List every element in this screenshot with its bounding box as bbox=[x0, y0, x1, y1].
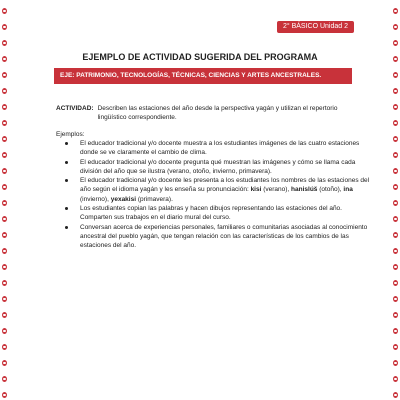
red-diamond-dot-icon bbox=[2, 392, 7, 398]
red-diamond-dot-icon bbox=[2, 40, 7, 46]
list-item-text: Conversan acerca de experiencias personales, familiares o comunitarias asociadas al conocimiento ancestral del pueblo yagán, que tengan relación con las características de los cambios de las estaciones del año. bbox=[80, 223, 368, 250]
activity-text: Describen las estaciones del año desde la perspectiva yagán y utilizan el repertorio lingüístico correspondiente. bbox=[97, 105, 338, 121]
yagan-word-summer: kisi bbox=[250, 186, 262, 194]
yagan-word-spring: yexakisi bbox=[110, 195, 137, 203]
red-diamond-dot-icon bbox=[393, 216, 398, 222]
red-diamond-dot-icon bbox=[2, 360, 7, 366]
list-item-text: (primavera). bbox=[136, 195, 173, 203]
red-diamond-dot-icon bbox=[393, 312, 398, 318]
red-diamond-dot-icon bbox=[393, 248, 398, 254]
red-diamond-dot-icon bbox=[2, 136, 7, 142]
red-diamond-dot-icon bbox=[393, 280, 398, 286]
list-item bbox=[80, 223, 370, 251]
red-diamond-dot-icon bbox=[393, 296, 398, 302]
list-item-text: El educador tradicional y/o docente pregunta qué muestran las imágenes y cómo se llama cada división del año que se ilustra (verano, otoño, invierno, primavera). bbox=[80, 158, 356, 175]
page-title: EJEMPLO DE ACTIVIDAD SUGERIDA DEL PROGRAMA bbox=[82, 52, 318, 62]
yagan-word-winter: ina bbox=[343, 186, 353, 194]
red-diamond-dot-icon bbox=[393, 232, 398, 238]
red-diamond-dot-icon bbox=[393, 200, 398, 206]
red-diamond-dot-icon bbox=[2, 152, 7, 158]
list-item-text: El educador tradicional y/o docente les presenta a los estudiantes los nombres de las estaciones del año según el idioma yagán y les enseña su pronunciación: bbox=[80, 177, 370, 194]
red-diamond-dot-icon bbox=[393, 168, 398, 174]
red-diamond-dot-icon bbox=[393, 24, 398, 30]
red-diamond-dot-icon bbox=[2, 280, 7, 286]
red-diamond-dot-icon bbox=[2, 328, 7, 334]
red-diamond-dot-icon bbox=[393, 120, 398, 126]
list-item-text: El educador tradicional y/o docente muestra a los estudiantes imágenes de las cuatro estaciones donde se ve claramente el cambio de clima. bbox=[80, 140, 360, 157]
list-item bbox=[80, 176, 370, 204]
red-diamond-dot-icon bbox=[2, 264, 7, 270]
red-diamond-dot-icon bbox=[393, 8, 398, 14]
red-diamond-dot-icon bbox=[2, 72, 7, 78]
red-diamond-dot-icon bbox=[2, 24, 7, 30]
activity-block bbox=[56, 104, 346, 122]
red-diamond-dot-icon bbox=[2, 104, 7, 110]
red-diamond-dot-icon bbox=[393, 152, 398, 158]
red-diamond-dot-icon bbox=[393, 376, 398, 382]
red-diamond-dot-icon bbox=[2, 120, 7, 126]
red-diamond-dot-icon bbox=[393, 344, 398, 350]
red-diamond-dot-icon bbox=[2, 312, 7, 318]
red-diamond-dot-icon bbox=[2, 88, 7, 94]
list-item-text: Los estudiantes copian las palabras y hacen dibujos representando las estaciones del año. Comparten sus trabajos en el diario mural del curso. bbox=[80, 205, 342, 222]
red-diamond-dot-icon bbox=[393, 184, 398, 190]
red-diamond-dot-icon bbox=[393, 328, 398, 334]
red-diamond-dot-icon bbox=[393, 40, 398, 46]
list-item-text: (verano), bbox=[261, 186, 292, 194]
red-diamond-dot-icon bbox=[2, 376, 7, 382]
red-diamond-dot-icon bbox=[393, 264, 398, 270]
unit-badge: 2° BÁSICO Unidad 2 bbox=[277, 21, 354, 33]
red-diamond-dot-icon bbox=[393, 136, 398, 142]
list-item-text: (invierno), bbox=[80, 195, 111, 203]
examples-title: Ejemplos: bbox=[56, 131, 85, 138]
examples-list bbox=[56, 139, 370, 251]
activity-label: ACTIVIDAD: bbox=[56, 105, 94, 112]
red-diamond-dot-icon bbox=[2, 8, 7, 14]
red-diamond-dot-icon bbox=[2, 344, 7, 350]
red-diamond-dot-icon bbox=[393, 392, 398, 398]
red-diamond-dot-icon bbox=[393, 360, 398, 366]
red-diamond-dot-icon bbox=[393, 104, 398, 110]
red-diamond-dot-icon bbox=[2, 168, 7, 174]
red-diamond-dot-icon bbox=[2, 216, 7, 222]
red-diamond-dot-icon bbox=[2, 248, 7, 254]
red-diamond-dot-icon bbox=[393, 72, 398, 78]
red-diamond-dot-icon bbox=[2, 184, 7, 190]
red-diamond-dot-icon bbox=[2, 200, 7, 206]
list-item bbox=[80, 139, 370, 158]
yagan-word-autumn: hanislúš bbox=[291, 186, 318, 194]
axis-banner: EJE: PATRIMONIO, TECNOLOGÍAS, TÉCNICAS, CIENCIAS Y ARTES ANCESTRALES. bbox=[54, 68, 352, 84]
red-diamond-dot-icon bbox=[2, 232, 7, 238]
red-diamond-dot-icon bbox=[393, 88, 398, 94]
red-diamond-dot-icon bbox=[2, 296, 7, 302]
list-item bbox=[80, 158, 370, 177]
list-item bbox=[80, 204, 370, 223]
list-item-text: (otoño), bbox=[317, 186, 344, 194]
